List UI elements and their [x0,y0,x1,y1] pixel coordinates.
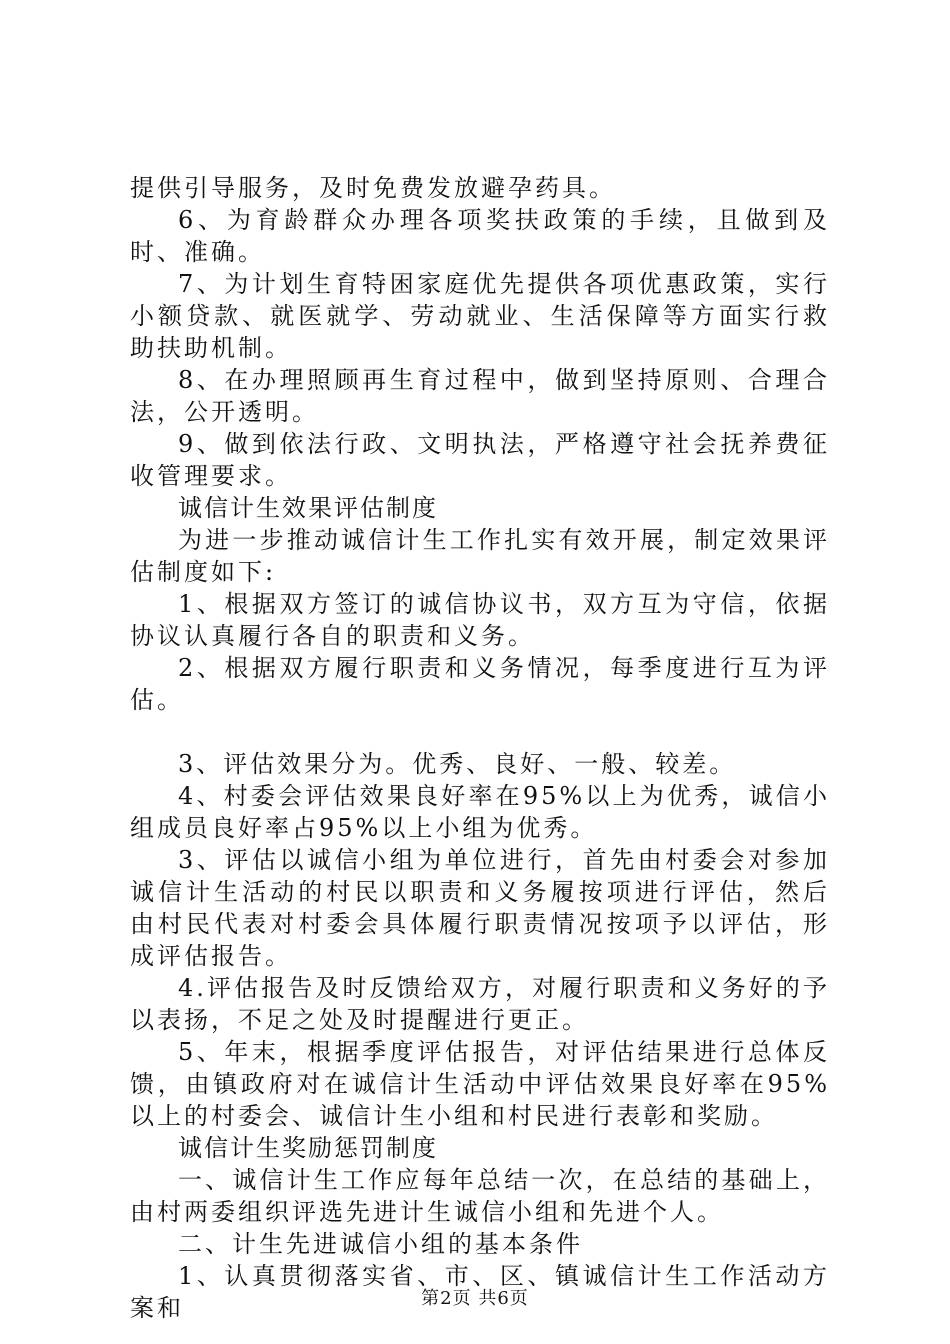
paragraph-eval-1: 1、根据双方签订的诚信协议书，双方互为守信，依据协议认真履行各自的职责和义务。 [130,590,830,650]
document-body [130,172,830,1324]
paragraph-reward-3: 1、认真贯彻落实省、市、区、镇诚信计生工作活动方案和 [130,1262,830,1322]
section-heading-evaluation: 诚信计生效果评估制度 [178,494,438,522]
paragraph-eval-5: 5、年末，根据季度评估报告，对评估结果进行总体反馈，由镇政府对在诚信计生活动中评估效果良好率在95%以上的村委会、诚信计生小组和村民进行表彰和奖励。 [130,1038,830,1130]
section-heading-rewards: 诚信计生奖励惩罚制度 [178,1134,438,1162]
paragraph-eval-2: 2、根据双方履行职责和义务情况，每季度进行互为评估。 [130,654,830,714]
paragraph-item-8: 8、在办理照顾再生育过程中，做到坚持原则、合理合法，公开透明。 [130,366,830,426]
paragraph-item-9: 9、做到依法行政、文明执法，严格遵守社会抚养费征收管理要求。 [130,430,830,490]
paragraph-item-6: 6、为育龄群众办理各项奖扶政策的手续，且做到及时、准确。 [130,206,830,266]
paragraph-eval-3: 3、评估效果分为。优秀、良好、一般、较差。 [178,750,737,778]
paragraph-eval-4b: 4.评估报告及时反馈给双方，对履行职责和义务好的予以表扬，不足之处及时提醒进行更正。 [130,974,830,1034]
paragraph-item-7: 7、为计划生育特困家庭优先提供各项优惠政策，实行小额贷款、就医就学、劳动就业、生活保障等方面实行救助扶助机制。 [130,270,830,362]
paragraph-reward-2: 二、计生先进诚信小组的基本条件 [178,1230,583,1258]
paragraph-eval-4: 4、村委会评估效果良好率在95%以上为优秀，诚信小组成员良好率占95%以上小组为优秀。 [130,782,830,842]
paragraph-intro: 为进一步推动诚信计生工作扎实有效开展，制定效果评估制度如下: [130,526,830,586]
page-number-footer: 第2页 共6页 [421,1288,529,1309]
paragraph-reward-1: 一、诚信计生工作应每年总结一次，在总结的基础上，由村两委组织评选先进计生诚信小组和先进个人。 [130,1166,830,1226]
paragraph-0: 提供引导服务，及时免费发放避孕药具。 [130,174,616,202]
blank-line [130,716,830,748]
paragraph-eval-3b: 3、评估以诚信小组为单位进行，首先由村委会对参加诚信计生活动的村民以职责和义务履按项进行评估，然后由村民代表对村委会具体履行职责情况按项予以评估，形成评估报告。 [130,846,830,970]
